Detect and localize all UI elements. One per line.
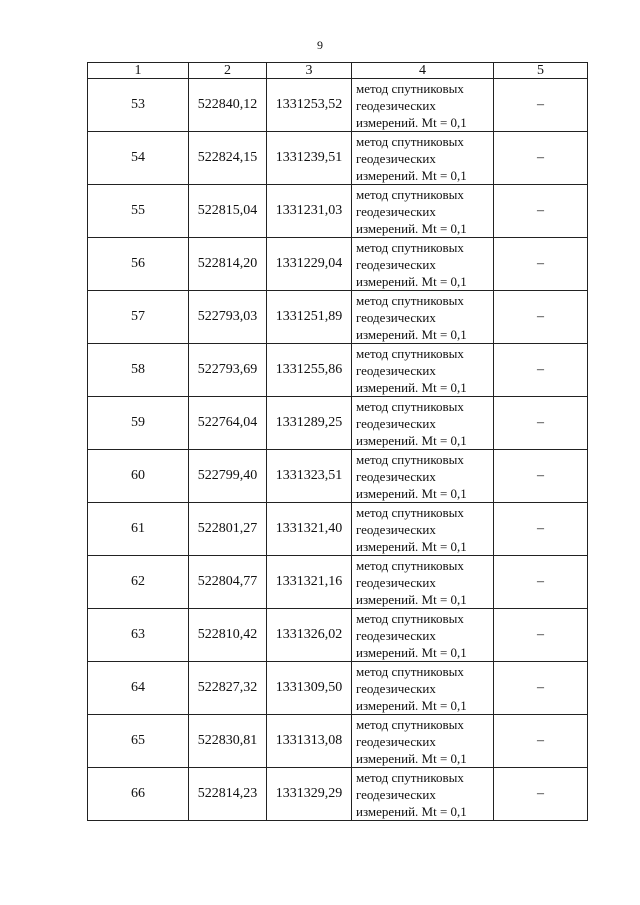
note-cell: – xyxy=(494,662,588,715)
note-cell: – xyxy=(494,609,588,662)
method-line: геодезических xyxy=(356,309,436,325)
method-cell xyxy=(352,397,494,450)
method-line: метод спутниковых xyxy=(356,557,464,573)
method-cell xyxy=(352,768,494,821)
method-line: геодезических xyxy=(356,521,436,537)
x-coordinate-cell: 522814,20 xyxy=(189,238,267,291)
method-line: измерений. Mt = 0,1 xyxy=(356,803,467,819)
method-line: метод спутниковых xyxy=(356,663,464,679)
table-header-row xyxy=(88,63,588,79)
method-line: метод спутниковых xyxy=(356,80,464,96)
y-coordinate-cell: 1331321,16 xyxy=(267,556,352,609)
method-cell xyxy=(352,715,494,768)
point-number-cell: 61 xyxy=(88,503,189,556)
method-line: геодезических xyxy=(356,362,436,378)
note-cell: – xyxy=(494,344,588,397)
method-line: геодезических xyxy=(356,256,436,272)
coordinates-table xyxy=(87,62,588,821)
point-number-cell: 59 xyxy=(88,397,189,450)
method-line: геодезических xyxy=(356,786,436,802)
y-coordinate-cell: 1331289,25 xyxy=(267,397,352,450)
method-line: геодезических xyxy=(356,415,436,431)
method-line: геодезических xyxy=(356,97,436,113)
method-line: метод спутниковых xyxy=(356,504,464,520)
method-cell xyxy=(352,344,494,397)
x-coordinate-cell: 522799,40 xyxy=(189,450,267,503)
method-line: геодезических xyxy=(356,150,436,166)
y-coordinate-cell: 1331255,86 xyxy=(267,344,352,397)
method-line: измерений. Mt = 0,1 xyxy=(356,432,467,448)
note-cell: – xyxy=(494,238,588,291)
table-row xyxy=(88,238,588,291)
point-number-cell: 53 xyxy=(88,79,189,132)
point-number-cell: 63 xyxy=(88,609,189,662)
note-cell: – xyxy=(494,503,588,556)
table-row xyxy=(88,344,588,397)
y-coordinate-cell: 1331253,52 xyxy=(267,79,352,132)
y-coordinate-cell: 1331326,02 xyxy=(267,609,352,662)
method-line: измерений. Mt = 0,1 xyxy=(356,379,467,395)
x-coordinate-cell: 522815,04 xyxy=(189,185,267,238)
method-cell xyxy=(352,79,494,132)
method-cell xyxy=(352,238,494,291)
x-coordinate-cell: 522830,81 xyxy=(189,715,267,768)
x-coordinate-cell: 522804,77 xyxy=(189,556,267,609)
x-coordinate-cell: 522810,42 xyxy=(189,609,267,662)
x-coordinate-cell: 522814,23 xyxy=(189,768,267,821)
column-header-5: 5 xyxy=(494,63,588,79)
table-row xyxy=(88,556,588,609)
method-line: метод спутниковых xyxy=(356,716,464,732)
table-row xyxy=(88,715,588,768)
note-cell: – xyxy=(494,450,588,503)
method-line: измерений. Mt = 0,1 xyxy=(356,220,467,236)
note-cell: – xyxy=(494,397,588,450)
method-line: метод спутниковых xyxy=(356,610,464,626)
table-body xyxy=(88,79,588,821)
y-coordinate-cell: 1331239,51 xyxy=(267,132,352,185)
table-row xyxy=(88,291,588,344)
note-cell: – xyxy=(494,132,588,185)
y-coordinate-cell: 1331313,08 xyxy=(267,715,352,768)
note-cell: – xyxy=(494,556,588,609)
page-number: 9 xyxy=(317,38,323,52)
y-coordinate-cell: 1331329,29 xyxy=(267,768,352,821)
point-number-cell: 66 xyxy=(88,768,189,821)
column-header-2: 2 xyxy=(189,63,267,79)
y-coordinate-cell: 1331251,89 xyxy=(267,291,352,344)
x-coordinate-cell: 522824,15 xyxy=(189,132,267,185)
method-line: метод спутниковых xyxy=(356,292,464,308)
method-cell xyxy=(352,291,494,344)
method-line: метод спутниковых xyxy=(356,345,464,361)
table-row xyxy=(88,185,588,238)
method-line: геодезических xyxy=(356,203,436,219)
method-cell xyxy=(352,556,494,609)
x-coordinate-cell: 522801,27 xyxy=(189,503,267,556)
method-line: метод спутниковых xyxy=(356,769,464,785)
note-cell: – xyxy=(494,291,588,344)
method-line: измерений. Mt = 0,1 xyxy=(356,538,467,554)
point-number-cell: 64 xyxy=(88,662,189,715)
point-number-cell: 58 xyxy=(88,344,189,397)
method-line: измерений. Mt = 0,1 xyxy=(356,273,467,289)
method-line: измерений. Mt = 0,1 xyxy=(356,697,467,713)
table-row xyxy=(88,662,588,715)
note-cell: – xyxy=(494,79,588,132)
y-coordinate-cell: 1331231,03 xyxy=(267,185,352,238)
point-number-cell: 54 xyxy=(88,132,189,185)
method-cell xyxy=(352,503,494,556)
y-coordinate-cell: 1331323,51 xyxy=(267,450,352,503)
method-cell xyxy=(352,185,494,238)
y-coordinate-cell: 1331309,50 xyxy=(267,662,352,715)
method-line: измерений. Mt = 0,1 xyxy=(356,644,467,660)
column-header-1: 1 xyxy=(88,63,189,79)
method-line: метод спутниковых xyxy=(356,133,464,149)
method-line: измерений. Mt = 0,1 xyxy=(356,485,467,501)
method-line: метод спутниковых xyxy=(356,398,464,414)
point-number-cell: 65 xyxy=(88,715,189,768)
table-row xyxy=(88,768,588,821)
method-line: метод спутниковых xyxy=(356,239,464,255)
method-line: измерений. Mt = 0,1 xyxy=(356,750,467,766)
method-line: геодезических xyxy=(356,574,436,590)
method-line: геодезических xyxy=(356,627,436,643)
method-line: геодезических xyxy=(356,733,436,749)
method-line: измерений. Mt = 0,1 xyxy=(356,114,467,130)
method-cell xyxy=(352,132,494,185)
method-line: измерений. Mt = 0,1 xyxy=(356,326,467,342)
column-header-3: 3 xyxy=(267,63,352,79)
point-number-cell: 60 xyxy=(88,450,189,503)
x-coordinate-cell: 522764,04 xyxy=(189,397,267,450)
point-number-cell: 56 xyxy=(88,238,189,291)
column-header-4: 4 xyxy=(352,63,494,79)
method-line: метод спутниковых xyxy=(356,451,464,467)
method-cell xyxy=(352,662,494,715)
point-number-cell: 55 xyxy=(88,185,189,238)
method-line: метод спутниковых xyxy=(356,186,464,202)
method-line: измерений. Mt = 0,1 xyxy=(356,591,467,607)
y-coordinate-cell: 1331321,40 xyxy=(267,503,352,556)
x-coordinate-cell: 522793,69 xyxy=(189,344,267,397)
method-line: геодезических xyxy=(356,468,436,484)
note-cell: – xyxy=(494,715,588,768)
x-coordinate-cell: 522840,12 xyxy=(189,79,267,132)
x-coordinate-cell: 522793,03 xyxy=(189,291,267,344)
x-coordinate-cell: 522827,32 xyxy=(189,662,267,715)
method-line: измерений. Mt = 0,1 xyxy=(356,167,467,183)
method-line: геодезических xyxy=(356,680,436,696)
table-row xyxy=(88,609,588,662)
table-row xyxy=(88,450,588,503)
point-number-cell: 57 xyxy=(88,291,189,344)
point-number-cell: 62 xyxy=(88,556,189,609)
table-row xyxy=(88,132,588,185)
table-row xyxy=(88,503,588,556)
note-cell: – xyxy=(494,185,588,238)
note-cell: – xyxy=(494,768,588,821)
method-cell xyxy=(352,450,494,503)
y-coordinate-cell: 1331229,04 xyxy=(267,238,352,291)
method-cell xyxy=(352,609,494,662)
table-row xyxy=(88,79,588,132)
table-row xyxy=(88,397,588,450)
